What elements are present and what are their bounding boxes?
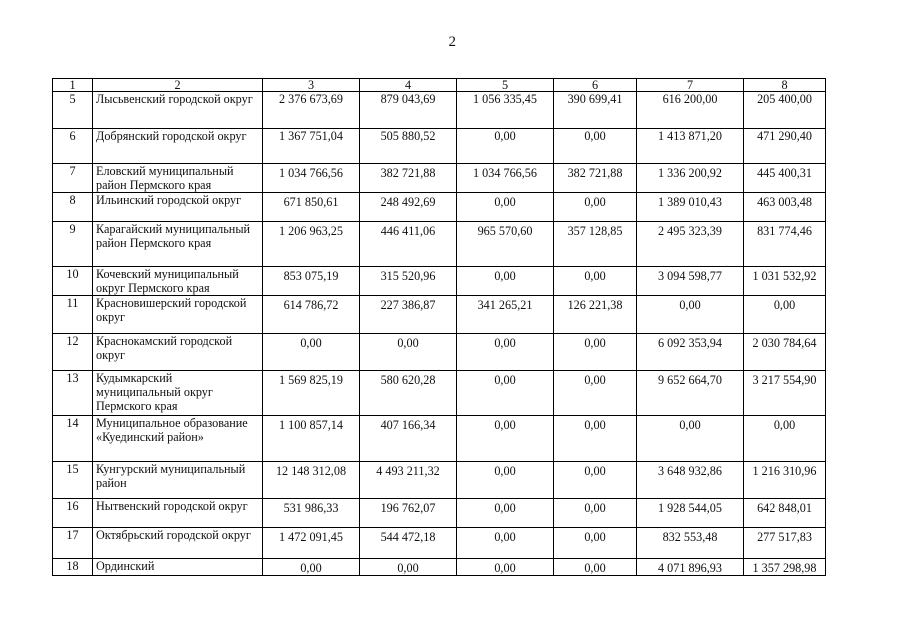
value-cell-col-5: 0,00 — [457, 462, 554, 499]
value-cell-col-7: 0,00 — [637, 296, 744, 334]
value-cell-col-6: 382 721,88 — [554, 164, 637, 193]
value-cell-col-6: 0,00 — [554, 559, 637, 576]
column-header-2: 2 — [93, 79, 263, 92]
value-cell-col-5: 0,00 — [457, 193, 554, 222]
value-cell-col-7: 3 648 932,86 — [637, 462, 744, 499]
value-cell-col-5: 965 570,60 — [457, 222, 554, 267]
value-cell-col-6: 0,00 — [554, 528, 637, 559]
value-cell-col-4: 505 880,52 — [360, 129, 457, 164]
value-cell-col-7: 0,00 — [637, 416, 744, 462]
value-cell-col-7: 2 495 323,39 — [637, 222, 744, 267]
row-number-cell: 8 — [53, 193, 93, 222]
value-cell-col-4: 382 721,88 — [360, 164, 457, 193]
value-cell-col-5: 0,00 — [457, 499, 554, 528]
column-header-4: 4 — [360, 79, 457, 92]
value-cell-col-4: 879 043,69 — [360, 92, 457, 129]
row-number-cell: 7 — [53, 164, 93, 193]
value-cell-col-5: 341 265,21 — [457, 296, 554, 334]
value-cell-col-5: 0,00 — [457, 334, 554, 371]
table-row — [53, 296, 826, 334]
row-number-cell: 18 — [53, 559, 93, 576]
value-cell-col-3: 1 367 751,04 — [263, 129, 360, 164]
value-cell-col-4: 580 620,28 — [360, 371, 457, 416]
value-cell-col-7: 832 553,48 — [637, 528, 744, 559]
value-cell-col-8: 0,00 — [744, 296, 826, 334]
row-number-cell: 15 — [53, 462, 93, 499]
value-cell-col-4: 544 472,18 — [360, 528, 457, 559]
value-cell-col-7: 616 200,00 — [637, 92, 744, 129]
row-number-cell: 17 — [53, 528, 93, 559]
value-cell-col-8: 1 357 298,98 — [744, 559, 826, 576]
value-cell-col-6: 0,00 — [554, 371, 637, 416]
value-cell-col-6: 0,00 — [554, 334, 637, 371]
value-cell-col-8: 0,00 — [744, 416, 826, 462]
table-row — [53, 164, 826, 193]
column-header-8: 8 — [744, 79, 826, 92]
table-row — [53, 499, 826, 528]
value-cell-col-8: 445 400,31 — [744, 164, 826, 193]
value-cell-col-4: 4 493 211,32 — [360, 462, 457, 499]
value-cell-col-6: 0,00 — [554, 499, 637, 528]
value-cell-col-4: 0,00 — [360, 559, 457, 576]
column-header-1: 1 — [53, 79, 93, 92]
municipality-name-cell: Кунгурский муниципальный район — [93, 462, 263, 499]
value-cell-col-8: 463 003,48 — [744, 193, 826, 222]
value-cell-col-5: 0,00 — [457, 371, 554, 416]
table-row — [53, 528, 826, 559]
value-cell-col-3: 853 075,19 — [263, 267, 360, 296]
value-cell-col-4: 315 520,96 — [360, 267, 457, 296]
page-number: 2 — [448, 34, 457, 50]
value-cell-col-6: 0,00 — [554, 267, 637, 296]
value-cell-col-3: 1 206 963,25 — [263, 222, 360, 267]
municipality-name-cell: Кочевский муниципальный округ Пермского края — [93, 267, 263, 296]
value-cell-col-7: 1 336 200,92 — [637, 164, 744, 193]
value-cell-col-6: 390 699,41 — [554, 92, 637, 129]
value-cell-col-8: 277 517,83 — [744, 528, 826, 559]
value-cell-col-5: 0,00 — [457, 129, 554, 164]
value-cell-col-8: 831 774,46 — [744, 222, 826, 267]
value-cell-col-7: 1 928 544,05 — [637, 499, 744, 528]
municipality-name-cell: Краснокамский городской округ — [93, 334, 263, 371]
value-cell-col-4: 446 411,06 — [360, 222, 457, 267]
value-cell-col-6: 357 128,85 — [554, 222, 637, 267]
municipality-name-cell: Октябрьский городской округ — [93, 528, 263, 559]
value-cell-col-3: 0,00 — [263, 559, 360, 576]
table-row — [53, 193, 826, 222]
row-number-cell: 14 — [53, 416, 93, 462]
data-table — [52, 78, 826, 576]
value-cell-col-3: 671 850,61 — [263, 193, 360, 222]
value-cell-col-4: 407 166,34 — [360, 416, 457, 462]
row-number-cell: 6 — [53, 129, 93, 164]
value-cell-col-4: 248 492,69 — [360, 193, 457, 222]
column-header-3: 3 — [263, 79, 360, 92]
municipality-name-cell: Ординский — [93, 559, 263, 576]
municipality-name-cell: Добрянский городской округ — [93, 129, 263, 164]
value-cell-col-6: 126 221,38 — [554, 296, 637, 334]
column-header-7: 7 — [637, 79, 744, 92]
municipality-name-cell: Красновишерский городской округ — [93, 296, 263, 334]
row-number-cell: 12 — [53, 334, 93, 371]
value-cell-col-3: 1 100 857,14 — [263, 416, 360, 462]
value-cell-col-5: 1 056 335,45 — [457, 92, 554, 129]
row-number-cell: 10 — [53, 267, 93, 296]
value-cell-col-4: 227 386,87 — [360, 296, 457, 334]
value-cell-col-3: 1 569 825,19 — [263, 371, 360, 416]
value-cell-col-6: 0,00 — [554, 462, 637, 499]
row-number-cell: 5 — [53, 92, 93, 129]
value-cell-col-5: 0,00 — [457, 528, 554, 559]
table-row — [53, 222, 826, 267]
value-cell-col-6: 0,00 — [554, 416, 637, 462]
value-cell-col-3: 1 472 091,45 — [263, 528, 360, 559]
value-cell-col-5: 1 034 766,56 — [457, 164, 554, 193]
value-cell-col-6: 0,00 — [554, 129, 637, 164]
value-cell-col-4: 196 762,07 — [360, 499, 457, 528]
value-cell-col-4: 0,00 — [360, 334, 457, 371]
value-cell-col-3: 2 376 673,69 — [263, 92, 360, 129]
table-row — [53, 371, 826, 416]
municipality-name-cell: Кудымкарский муниципальный округ Пермского края — [93, 371, 263, 416]
value-cell-col-8: 3 217 554,90 — [744, 371, 826, 416]
value-cell-col-3: 1 034 766,56 — [263, 164, 360, 193]
table-row — [53, 462, 826, 499]
value-cell-col-8: 205 400,00 — [744, 92, 826, 129]
value-cell-col-8: 642 848,01 — [744, 499, 826, 528]
table-row — [53, 559, 826, 576]
municipality-name-cell: Муниципальное образование «Куединский район» — [93, 416, 263, 462]
table-row — [53, 267, 826, 296]
municipality-name-cell: Карагайский муниципальный район Пермского края — [93, 222, 263, 267]
value-cell-col-7: 3 094 598,77 — [637, 267, 744, 296]
value-cell-col-8: 1 216 310,96 — [744, 462, 826, 499]
value-cell-col-7: 4 071 896,93 — [637, 559, 744, 576]
value-cell-col-6: 0,00 — [554, 193, 637, 222]
row-number-cell: 16 — [53, 499, 93, 528]
value-cell-col-5: 0,00 — [457, 559, 554, 576]
row-number-cell: 11 — [53, 296, 93, 334]
table-row — [53, 92, 826, 129]
value-cell-col-3: 531 986,33 — [263, 499, 360, 528]
municipality-name-cell: Еловский муниципальный район Пермского края — [93, 164, 263, 193]
value-cell-col-7: 1 413 871,20 — [637, 129, 744, 164]
value-cell-col-7: 6 092 353,94 — [637, 334, 744, 371]
municipality-name-cell: Лысьвенский городской округ — [93, 92, 263, 129]
value-cell-col-8: 471 290,40 — [744, 129, 826, 164]
value-cell-col-3: 614 786,72 — [263, 296, 360, 334]
table-body — [53, 92, 826, 576]
table-row — [53, 334, 826, 371]
column-header-5: 5 — [457, 79, 554, 92]
column-header-6: 6 — [554, 79, 637, 92]
row-number-cell: 9 — [53, 222, 93, 267]
value-cell-col-8: 1 031 532,92 — [744, 267, 826, 296]
value-cell-col-8: 2 030 784,64 — [744, 334, 826, 371]
value-cell-col-3: 0,00 — [263, 334, 360, 371]
value-cell-col-7: 1 389 010,43 — [637, 193, 744, 222]
municipality-name-cell: Нытвенский городской округ — [93, 499, 263, 528]
table-row — [53, 416, 826, 462]
value-cell-col-3: 12 148 312,08 — [263, 462, 360, 499]
value-cell-col-7: 9 652 664,70 — [637, 371, 744, 416]
value-cell-col-5: 0,00 — [457, 416, 554, 462]
municipality-name-cell: Ильинский городской округ — [93, 193, 263, 222]
row-number-cell: 13 — [53, 371, 93, 416]
value-cell-col-5: 0,00 — [457, 267, 554, 296]
table-row — [53, 129, 826, 164]
table-header-row — [53, 79, 826, 92]
